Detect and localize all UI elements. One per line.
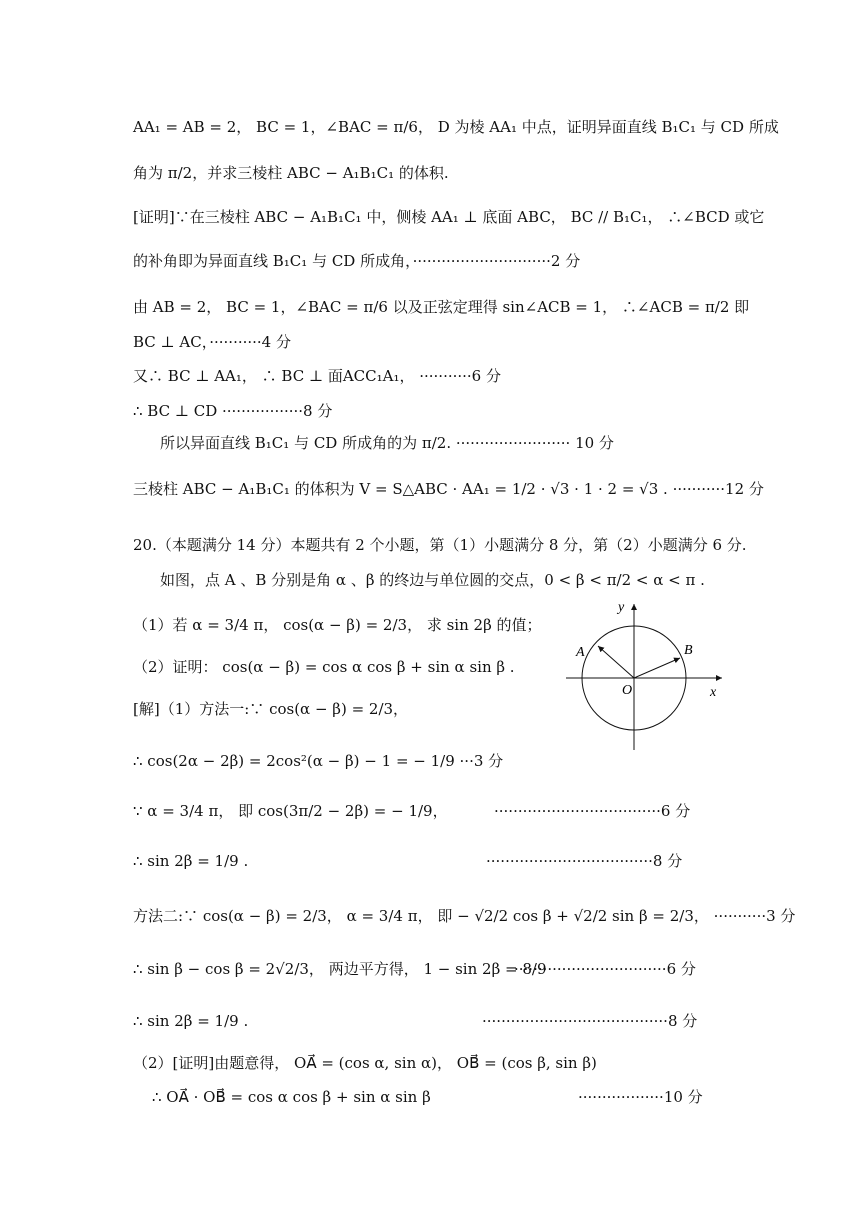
text-line: 又∴ BC ⊥ AA₁， ∴ BC ⊥ 面ACC₁A₁， ···········6 分 xyxy=(133,367,501,385)
text-line: ································6 分 xyxy=(514,960,696,978)
text-line: ∴ OA⃗ · OB⃗ = cos α cos β + sin α sin β xyxy=(152,1088,431,1106)
text-line: 方法二:∵ cos(α − β) = 2/3， α = 3/4 π， 即 − √2/2 cos β + √2/2 sin β = 2/3， ···········3 分 xyxy=(133,907,796,925)
text-line: ∴ BC ⊥ CD ·················8 分 xyxy=(133,402,333,420)
text-line: （2）证明： cos(α − β) = cos α cos β + sin α sin β . xyxy=(133,658,515,676)
ray-oa xyxy=(598,646,634,678)
text-line: ···································8 分 xyxy=(486,852,683,870)
unit-circle-figure xyxy=(562,600,732,760)
text-line: [解]（1）方法一:∵ cos(α − β) = 2/3， xyxy=(133,700,409,718)
text-line: （2）[证明]由题意得， OA⃗ = (cos α, sin α)， OB⃗ = (cos β, sin β) xyxy=(133,1054,597,1072)
text-line: ∴ sin 2β = 1/9 . xyxy=(133,1012,249,1030)
text-line: 角为 π/2，并求三棱柱 ABC − A₁B₁C₁ 的体积. xyxy=(133,164,449,182)
label-x: x xyxy=(710,685,717,700)
label-y: y xyxy=(618,600,625,615)
text-line: [证明]∵在三棱柱 ABC − A₁B₁C₁ 中，侧棱 AA₁ ⊥ 底面 ABC， BC // B₁C₁， ∴∠BCD 或它 xyxy=(133,208,765,226)
text-line: ·······································8 分 xyxy=(482,1012,698,1030)
text-line: AA₁ = AB = 2， BC = 1，∠BAC = π/6， D 为棱 AA₁ 中点，证明异面直线 B₁C₁ 与 CD 所成 xyxy=(133,118,779,136)
unit-circle-diagram xyxy=(562,600,732,760)
label-a: A xyxy=(576,645,585,660)
text-line: 的补角即为异面直线 B₁C₁ 与 CD 所成角，·····························2 分 xyxy=(133,252,581,270)
text-line: ∴ cos(2α − 2β) = 2cos²(α − β) − 1 = − 1/9 ···3 分 xyxy=(133,752,504,770)
ray-ob xyxy=(634,658,680,678)
text-line: ∴ sin 2β = 1/9 . xyxy=(133,852,249,870)
text-line: ···································6 分 xyxy=(494,802,691,820)
text-line: 所以异面直线 B₁C₁ 与 CD 所成角的为 π/2. ························ 10 分 xyxy=(160,434,614,452)
text-line: （1）若 α = 3/4 π， cos(α − β) = 2/3， 求 sin 2β 的值； xyxy=(133,616,542,634)
text-line: 如图，点 A 、B 分别是角 α 、β 的终边与单位圆的交点，0 < β < π/2 < α < π . xyxy=(160,571,705,589)
text-line: ∵ α = 3/4 π， 即 cos(3π/2 − 2β) = − 1/9， xyxy=(133,802,448,820)
text-line: BC ⊥ AC，···········4 分 xyxy=(133,333,291,351)
label-o: O xyxy=(622,683,633,698)
text-line: ··················10 分 xyxy=(578,1088,703,1106)
text-line: ∴ sin β − cos β = 2√2/3， 两边平方得， 1 − sin 2β = 8/9 xyxy=(133,960,547,978)
text-line: 三棱柱 ABC − A₁B₁C₁ 的体积为 V = S△ABC · AA₁ = 1/2 · √3 · 1 · 2 = √3 . ···········12 分 xyxy=(133,480,764,498)
text-line: 由 AB = 2， BC = 1，∠BAC = π/6 以及正弦定理得 sin∠ACB = 1， ∴∠ACB = π/2 即 xyxy=(133,298,750,316)
text-line: 20.（本题满分 14 分）本题共有 2 个小题，第（1）小题满分 8 分，第（2）小题满分 6 分. xyxy=(133,536,747,554)
label-b: B xyxy=(684,643,693,658)
